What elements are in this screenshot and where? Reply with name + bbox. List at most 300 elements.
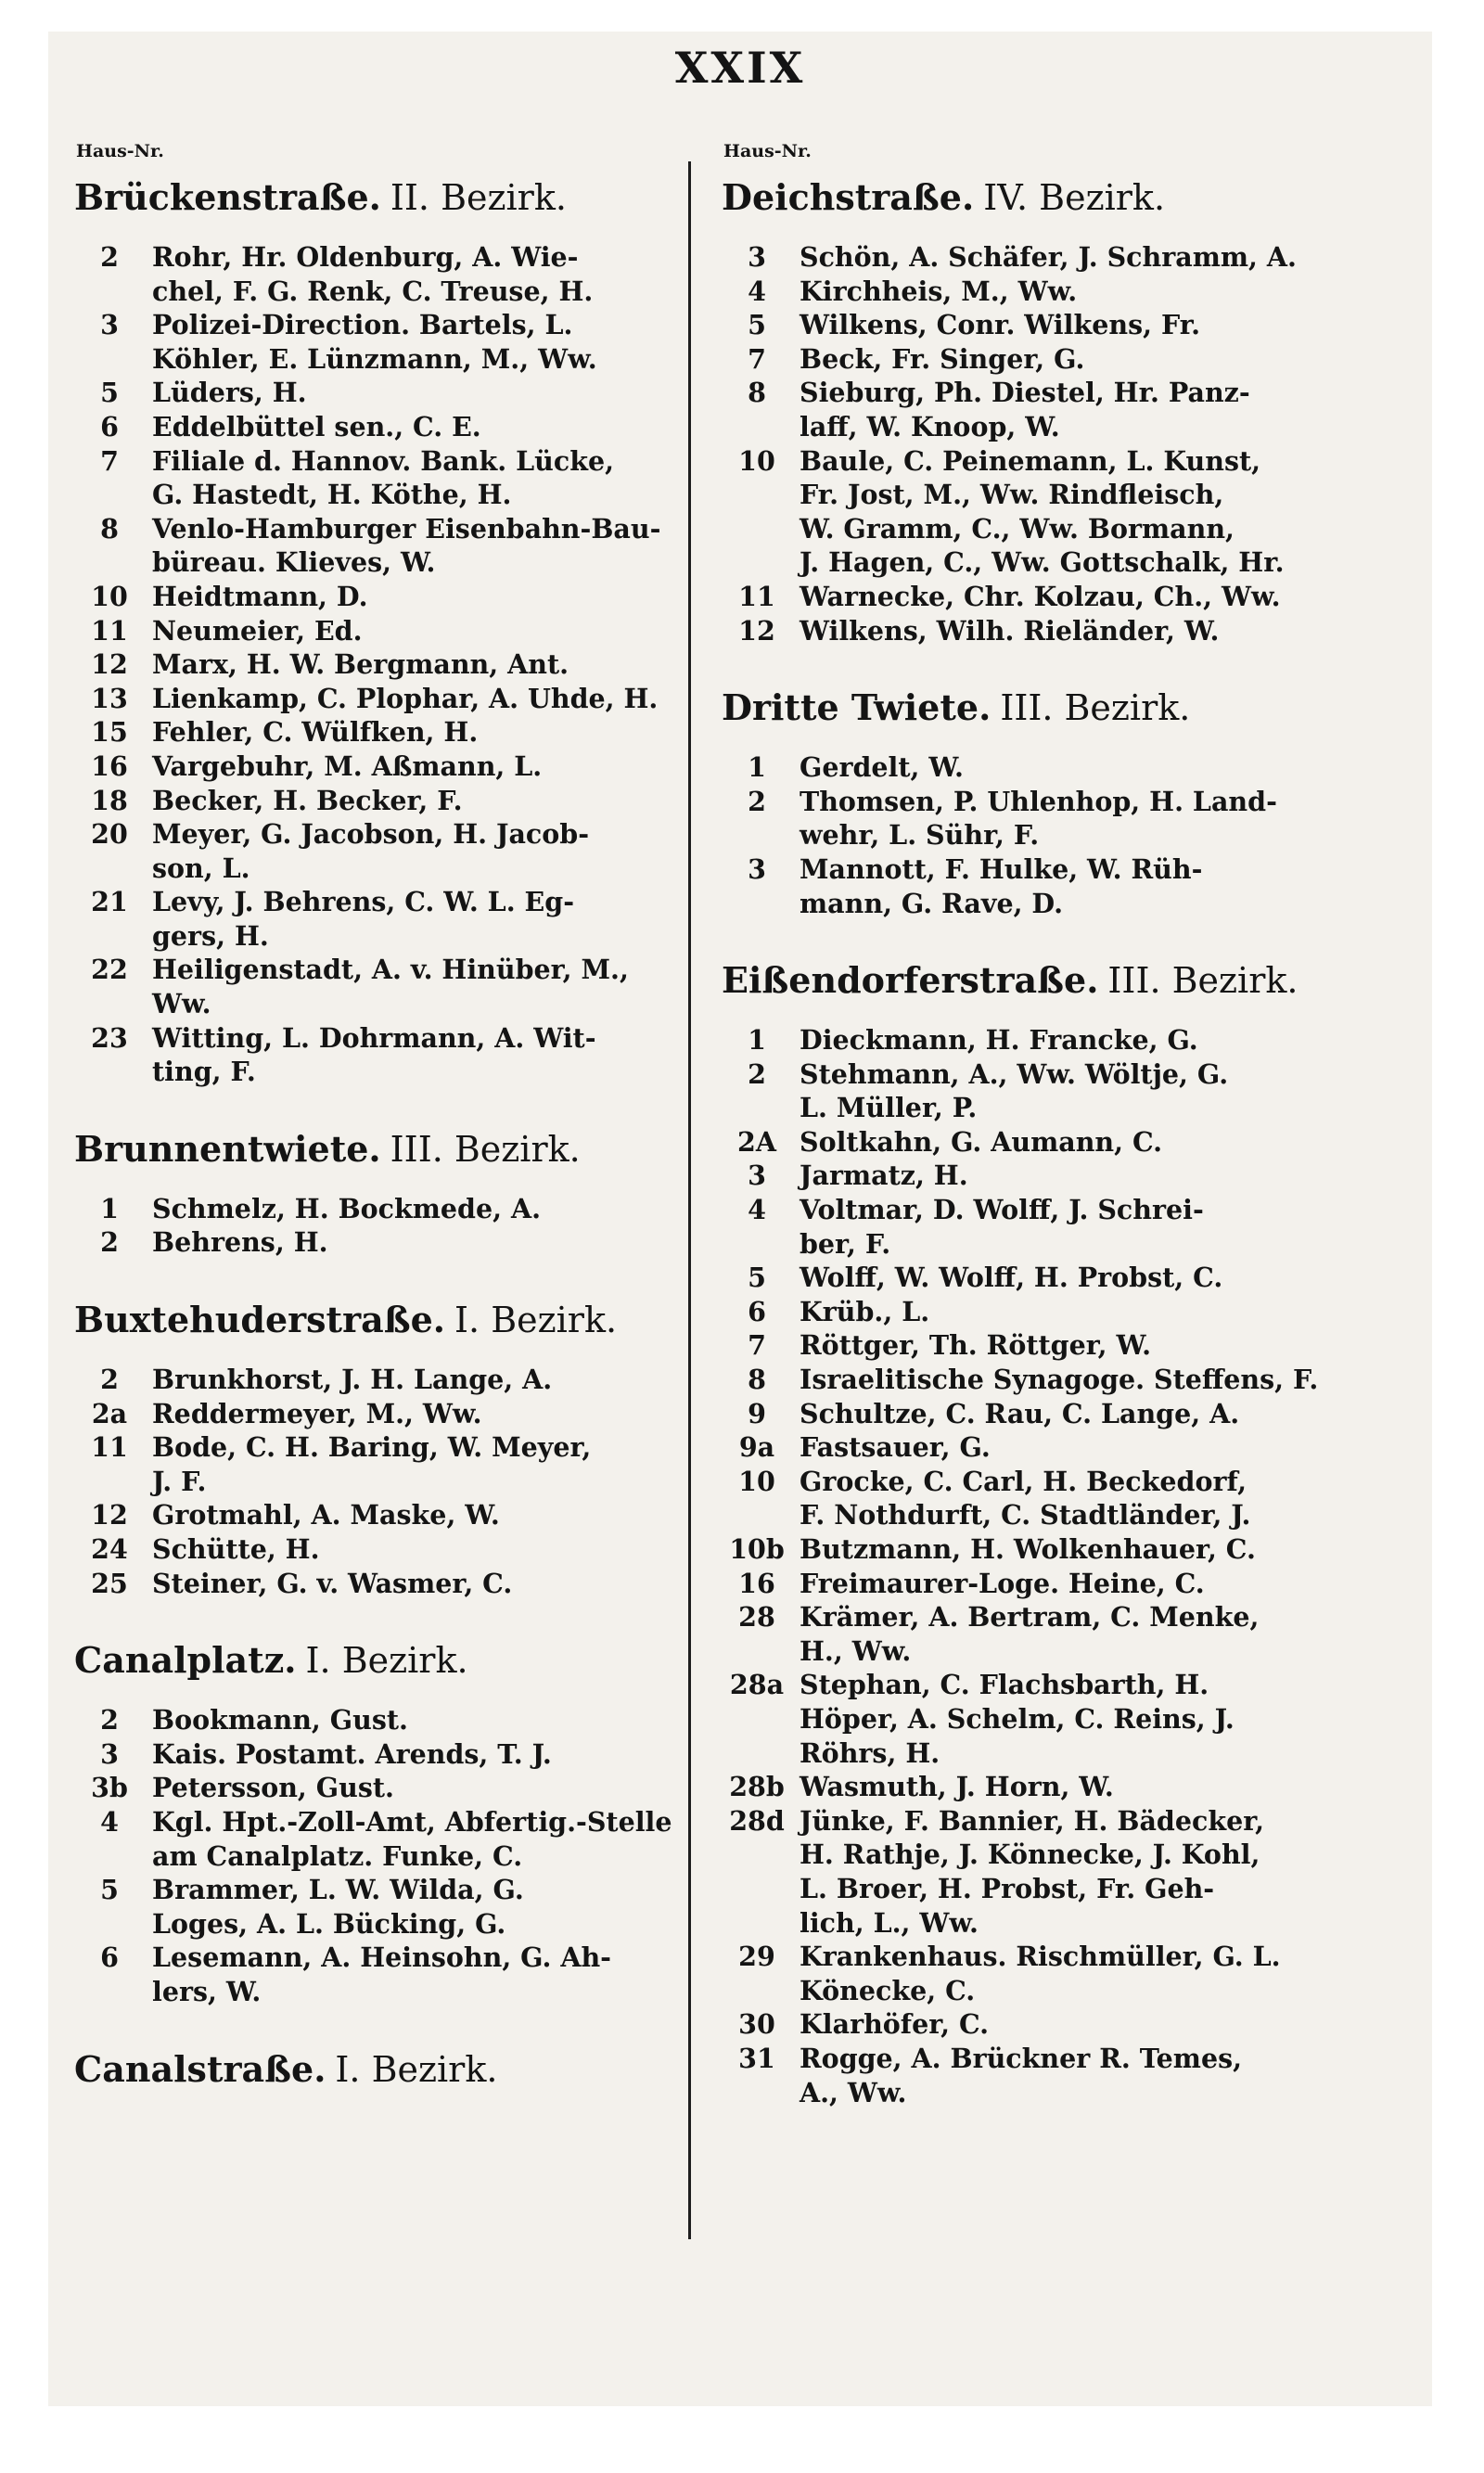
house-number [714, 1227, 800, 1262]
resident-text: Warnecke, Chr. Kolzau, Ch., Ww. [800, 580, 1281, 612]
resident-text: Freimaurer-Loge. Heine, C. [800, 1567, 1205, 1599]
resident-text: Lesemann, A. Heinsohn, G. Ah- [152, 1941, 611, 1974]
directory-entry-line [714, 1668, 1326, 1702]
house-number: 16 [738, 1567, 775, 1599]
house-number-label: Haus-Nr. [723, 141, 812, 161]
house-number: 2A [737, 1125, 776, 1158]
directory-entry-line [714, 1465, 1326, 1499]
house-number [67, 545, 152, 580]
directory-entry-line [67, 1465, 679, 1499]
house-number: 7 [748, 1329, 766, 1362]
house-number: 1 [748, 751, 766, 784]
street-heading [722, 959, 1326, 1001]
resident-text: Jünke, F. Bannier, H. Bädecker, [800, 1804, 1265, 1837]
house-number: 6 [100, 410, 119, 442]
directory-entry-line [67, 1975, 679, 2009]
street-name: Brunnentwiete. [74, 1127, 381, 1170]
directory-entry-line [714, 1872, 1326, 1906]
directory-entry-line [67, 1703, 679, 1737]
directory-entry-line [714, 1940, 1326, 1974]
house-number [714, 1702, 800, 1736]
entry-list [714, 240, 1326, 647]
directory-entry-line [67, 1225, 679, 1260]
directory-entry-line [714, 1023, 1326, 1057]
house-number: 11 [91, 614, 128, 647]
directory-entry-line [67, 545, 679, 580]
resident-text: Röttger, Th. Röttger, W. [800, 1329, 1152, 1362]
house-number [714, 512, 800, 546]
directory-entry-line [714, 1906, 1326, 1941]
house-number [714, 887, 800, 921]
directory-entry-line [67, 1737, 679, 1772]
house-number [67, 1055, 152, 1089]
directory-entry-line [714, 1363, 1326, 1397]
resident-text: J. Hagen, C., Ww. Gottschalk, Hr. [800, 546, 1285, 579]
resident-text: Heiligenstadt, A. v. Hinüber, M., [152, 954, 629, 986]
directory-entry-line [67, 512, 679, 546]
resident-text: H. Rathje, J. Könnecke, J. Kohl, [800, 1839, 1260, 1871]
entry-list [714, 750, 1326, 920]
district-label: I. Bezirk. [305, 1640, 468, 1682]
house-number: 22 [91, 954, 128, 986]
directory-entry-line [67, 240, 679, 275]
house-number: 12 [738, 614, 775, 647]
house-number: 9a [738, 1431, 775, 1464]
house-number: 2 [748, 785, 766, 817]
house-number [714, 1838, 800, 1872]
house-number: 29 [738, 1941, 775, 1973]
resident-text: Sieburg, Ph. Diestel, Hr. Panz- [800, 377, 1250, 409]
resident-text: Fr. Jost, M., Ww. Rindfleisch, [800, 479, 1224, 511]
directory-entry-line [67, 1771, 679, 1805]
resident-text: Levy, J. Behrens, C. W. L. Eg- [152, 886, 575, 918]
directory-entry-line [714, 1974, 1326, 2008]
house-number [67, 1465, 152, 1499]
resident-text: Petersson, Gust. [152, 1772, 394, 1804]
resident-text: ting, F. [152, 1056, 256, 1088]
directory-entry-line [67, 275, 679, 309]
resident-text: Fehler, C. Wülfken, H. [152, 716, 479, 749]
directory-entry-line [714, 1702, 1326, 1736]
resident-text: Beck, Fr. Singer, G. [800, 342, 1085, 375]
resident-text: Brammer, L. W. Wilda, G. [152, 1874, 524, 1906]
resident-text: Stehmann, A., Ww. Wöltje, G. [800, 1057, 1229, 1090]
resident-text: Venlo-Hamburger Eisenbahn-Bau- [152, 512, 661, 545]
entry-list [67, 1703, 679, 2008]
directory-entry-line [714, 785, 1326, 819]
house-number: 3b [91, 1772, 128, 1804]
house-number: 11 [738, 580, 775, 612]
directory-entry-line [714, 342, 1326, 377]
directory-entry-line [67, 1021, 679, 1056]
resident-text: Lienkamp, C. Plophar, A. Uhde, H. [152, 682, 659, 714]
house-number: 13 [91, 682, 128, 714]
resident-text: Köhler, E. Lünzmann, M., Ww. [152, 342, 597, 375]
house-number: 25 [91, 1567, 128, 1599]
house-number: 28a [729, 1669, 785, 1701]
resident-text: Marx, H. W. Bergmann, Ant. [152, 648, 569, 681]
house-number [714, 1634, 800, 1669]
resident-text: Bode, C. H. Baring, W. Meyer, [152, 1431, 592, 1464]
house-number: 18 [91, 784, 128, 816]
resident-text: Dieckmann, H. Francke, G. [800, 1024, 1198, 1057]
resident-text: lich, L., Ww. [800, 1906, 979, 1939]
resident-text: Klarhöfer, C. [800, 2008, 990, 2041]
directory-entry-line [67, 784, 679, 818]
house-number: 1 [100, 1192, 119, 1224]
resident-text: Filiale d. Hannov. Bank. Lücke, [152, 444, 614, 477]
directory-entry-line [67, 919, 679, 954]
directory-entry-line [714, 1736, 1326, 1771]
house-number: 31 [738, 2042, 775, 2074]
resident-text: Röhrs, H. [800, 1736, 940, 1769]
directory-entry-line [714, 750, 1326, 785]
resident-text: gers, H. [152, 919, 269, 952]
house-number: 5 [100, 1874, 119, 1906]
directory-entry-line [67, 1498, 679, 1532]
house-number: 2 [100, 1704, 119, 1736]
directory-entry-line [67, 1805, 679, 1839]
house-number: 11 [91, 1431, 128, 1464]
house-number-label: Haus-Nr. [76, 141, 164, 161]
directory-entry-line [714, 1261, 1326, 1295]
house-number: 28b [729, 1771, 785, 1803]
district-label: IV. Bezirk. [983, 177, 1166, 218]
resident-text: Jarmatz, H. [800, 1160, 968, 1192]
house-number: 4 [100, 1805, 119, 1838]
resident-text: Reddermeyer, M., Ww. [152, 1397, 482, 1429]
street-name: Deichstraße. [722, 176, 975, 218]
directory-entry-line [67, 1363, 679, 1397]
resident-text: Bookmann, Gust. [152, 1704, 408, 1736]
street-name: Eißendorferstraße. [722, 959, 1099, 1002]
directory-entry-line [714, 1804, 1326, 1839]
street-heading [722, 686, 1326, 728]
page-number: XXIX [674, 43, 806, 93]
column-divider [688, 161, 691, 2239]
house-number [67, 852, 152, 886]
house-number: 20 [91, 818, 128, 851]
resident-text: am Canalplatz. Funke, C. [152, 1839, 523, 1872]
district-label: III. Bezirk. [1107, 960, 1298, 1002]
house-number: 6 [100, 1941, 119, 1974]
directory-entry-line [714, 1430, 1326, 1465]
street-heading [74, 1299, 679, 1340]
house-number [714, 818, 800, 852]
directory-entry-line [67, 1532, 679, 1567]
resident-text: Heidtmann, D. [152, 580, 368, 612]
house-number: 28 [738, 1601, 775, 1634]
resident-text: A., Ww. [800, 2076, 907, 2108]
house-number [714, 1974, 800, 2008]
directory-entry-line [67, 342, 679, 377]
house-number [67, 1907, 152, 1941]
directory-entry-line [714, 1397, 1326, 1431]
resident-text: Eddelbüttel sen., C. E. [152, 410, 481, 442]
resident-text: Rohr, Hr. Oldenburg, A. Wie- [152, 241, 579, 273]
house-number: 7 [748, 342, 766, 375]
resident-text: Lüders, H. [152, 377, 307, 409]
house-number [67, 987, 152, 1021]
house-number: 21 [91, 886, 128, 918]
resident-text: Gerdelt, W. [800, 751, 964, 784]
resident-text: Ww. [152, 988, 211, 1020]
resident-text: W. Gramm, C., Ww. Bormann, [800, 512, 1235, 545]
directory-entry-line [714, 1838, 1326, 1872]
directory-entry-line [714, 1567, 1326, 1601]
resident-text: Witting, L. Dohrmann, A. Wit- [152, 1021, 596, 1054]
right-column [714, 141, 1326, 2148]
house-number: 4 [748, 1194, 766, 1226]
house-number [67, 1975, 152, 2009]
resident-text: J. F. [152, 1465, 207, 1497]
directory-entry-line [714, 512, 1326, 546]
street-heading [74, 1128, 679, 1170]
resident-text: Schultze, C. Rau, C. Lange, A. [800, 1397, 1240, 1429]
resident-text: Butzmann, H. Wolkenhauer, C. [800, 1533, 1256, 1565]
resident-text: chel, F. G. Renk, C. Treuse, H. [152, 275, 594, 307]
house-number: 7 [100, 444, 119, 477]
resident-text: Thomsen, P. Uhlenhop, H. Land- [800, 785, 1277, 817]
district-label: I. Bezirk. [454, 1300, 618, 1341]
house-number [714, 1091, 800, 1125]
directory-entry-line [67, 885, 679, 919]
house-number [714, 545, 800, 580]
directory-entry-line [714, 1091, 1326, 1125]
resident-text: laff, W. Knoop, W. [800, 410, 1060, 442]
directory-entry-line [67, 682, 679, 716]
resident-text: Loges, A. L. Bücking, G. [152, 1907, 506, 1940]
district-label: II. Bezirk. [390, 177, 567, 218]
resident-text: Könecke, C. [800, 1974, 976, 2006]
directory-entry-line [714, 1227, 1326, 1262]
house-number: 3 [100, 309, 119, 341]
directory-entry-line [714, 1634, 1326, 1669]
resident-text: Rogge, A. Brückner R. Temes, [800, 2042, 1243, 2074]
resident-text: G. Hastedt, H. Köthe, H. [152, 479, 512, 511]
house-number [714, 1906, 800, 1941]
directory-entry-line [67, 1941, 679, 1975]
street-name: Buxtehuderstraße. [74, 1299, 446, 1341]
house-number: 3 [100, 1737, 119, 1770]
resident-text: Krämer, A. Bertram, C. Menke, [800, 1601, 1260, 1634]
street-name: Brückenstraße. [74, 176, 381, 218]
resident-text: Schütte, H. [152, 1533, 320, 1565]
directory-entry-line [714, 545, 1326, 580]
directory-entry-line [67, 444, 679, 479]
house-number [714, 410, 800, 444]
house-number [714, 1872, 800, 1906]
directory-page [48, 32, 1432, 2406]
house-number: 30 [738, 2008, 775, 2041]
directory-entry-line [714, 818, 1326, 852]
house-number: 16 [91, 750, 128, 782]
directory-entry-line [67, 478, 679, 512]
directory-entry-line [714, 1057, 1326, 1092]
directory-entry-line [714, 1770, 1326, 1804]
directory-entry-line [714, 2076, 1326, 2110]
resident-text: Brunkhorst, J. H. Lange, A. [152, 1364, 553, 1396]
directory-entry-line [714, 410, 1326, 444]
resident-text: ber, F. [800, 1227, 891, 1260]
directory-entry-line [67, 1567, 679, 1601]
resident-text: Kgl. Hpt.-Zoll-Amt, Abfertig.-Stelle [152, 1805, 672, 1838]
house-number: 10 [91, 580, 128, 612]
house-number: 8 [748, 377, 766, 409]
house-number: 1 [748, 1024, 766, 1057]
house-number [714, 2076, 800, 2110]
directory-entry-line [714, 580, 1326, 614]
directory-entry-line [714, 887, 1326, 921]
resident-text: Baule, C. Peinemann, L. Kunst, [800, 444, 1261, 477]
directory-entry-line [67, 852, 679, 886]
resident-text: Kirchheis, M., Ww. [800, 275, 1078, 307]
directory-entry-line [67, 953, 679, 987]
house-number: 2 [100, 1364, 119, 1396]
house-number: 3 [748, 241, 766, 273]
resident-text: Schmelz, H. Bockmede, A. [152, 1192, 541, 1224]
district-label: III. Bezirk. [1000, 687, 1191, 729]
resident-text: Vargebuhr, M. Aßmann, L. [152, 750, 543, 782]
house-number: 5 [100, 377, 119, 409]
resident-text: Wolff, W. Wolff, H. Probst, C. [800, 1262, 1223, 1294]
house-number [67, 1839, 152, 1874]
street-heading [722, 176, 1326, 218]
directory-entry-line [714, 478, 1326, 512]
district-label: I. Bezirk. [335, 2048, 498, 2090]
street-name: Dritte Twiete. [722, 686, 991, 729]
directory-entry-line [67, 308, 679, 342]
entry-list [67, 1192, 679, 1260]
house-number: 23 [91, 1021, 128, 1054]
resident-text: Meyer, G. Jacobson, H. Jacob- [152, 818, 590, 851]
resident-text: L. Broer, H. Probst, Fr. Geh- [800, 1872, 1215, 1904]
directory-entry-line [67, 1907, 679, 1941]
resident-text: Stephan, C. Flachsbarth, H. [800, 1669, 1209, 1701]
entry-list [67, 1363, 679, 1600]
directory-entry-line [714, 1328, 1326, 1363]
resident-text: Steiner, G. v. Wasmer, C. [152, 1567, 513, 1599]
resident-text: büreau. Klieves, W. [152, 546, 436, 579]
directory-entry-line [714, 1125, 1326, 1160]
resident-text: Neumeier, Ed. [152, 614, 363, 647]
resident-text: Wilkens, Conr. Wilkens, Fr. [800, 309, 1201, 341]
house-number: 5 [748, 1262, 766, 1294]
house-number [67, 919, 152, 954]
house-number: 5 [748, 309, 766, 341]
resident-text: Voltmar, D. Wolff, J. Schrei- [800, 1194, 1204, 1226]
directory-entry-line [714, 1159, 1326, 1193]
directory-entry-line [714, 308, 1326, 342]
house-number: 6 [748, 1295, 766, 1327]
street-name: Canalplatz. [74, 1639, 297, 1682]
directory-entry-line [714, 275, 1326, 309]
resident-text: H., Ww. [800, 1634, 912, 1667]
entry-list [714, 1023, 1326, 2109]
directory-entry-line [714, 1600, 1326, 1634]
resident-text: Polizei-Direction. Bartels, L. [152, 309, 573, 341]
resident-text: Höper, A. Schelm, C. Reins, J. [800, 1702, 1235, 1735]
house-number: 2a [91, 1397, 128, 1429]
directory-entry-line [67, 376, 679, 410]
directory-entry-line [714, 2007, 1326, 2042]
house-number: 3 [748, 852, 766, 885]
house-number: 8 [748, 1364, 766, 1396]
house-number: 10 [738, 444, 775, 477]
resident-text: wehr, L. Sühr, F. [800, 819, 1040, 852]
district-label: III. Bezirk. [390, 1128, 581, 1170]
house-number [67, 342, 152, 377]
house-number: 12 [91, 1499, 128, 1531]
directory-entry-line [714, 1498, 1326, 1532]
resident-text: mann, G. Rave, D. [800, 887, 1064, 919]
directory-entry-line [714, 2042, 1326, 2076]
resident-text: Wasmuth, J. Horn, W. [800, 1771, 1114, 1803]
house-number: 12 [91, 648, 128, 681]
resident-text: Fastsauer, G. [800, 1431, 991, 1464]
directory-entry-line [67, 1192, 679, 1226]
resident-text: Kais. Postamt. Arends, T. J. [152, 1737, 552, 1770]
resident-text: Grocke, C. Carl, H. Beckedorf, [800, 1465, 1247, 1497]
directory-entry-line [714, 376, 1326, 410]
directory-entry-line [67, 715, 679, 750]
directory-entry-line [714, 444, 1326, 479]
house-number: 8 [100, 512, 119, 545]
directory-entry-line [714, 1193, 1326, 1227]
house-number: 15 [91, 716, 128, 749]
left-column [67, 141, 679, 2129]
street-heading [74, 2048, 679, 2090]
directory-entry-line [67, 1055, 679, 1089]
directory-entry-line [67, 614, 679, 648]
house-number: 28d [729, 1804, 785, 1837]
directory-entry-line [714, 240, 1326, 275]
resident-text: lers, W. [152, 1975, 262, 2007]
resident-text: Soltkahn, G. Aumann, C. [800, 1125, 1163, 1158]
directory-entry-line [67, 580, 679, 614]
directory-entry-line [714, 1295, 1326, 1329]
house-number: 9 [748, 1397, 766, 1429]
resident-text: Schön, A. Schäfer, J. Schramm, A. [800, 241, 1297, 273]
street-heading [74, 1639, 679, 1681]
house-number [714, 1498, 800, 1532]
directory-entry-line [714, 614, 1326, 648]
house-number: 2 [100, 1226, 119, 1259]
resident-text: Grotmahl, A. Maske, W. [152, 1499, 500, 1531]
directory-entry-line [67, 647, 679, 682]
house-number: 10b [729, 1533, 785, 1565]
directory-entry-line [714, 852, 1326, 887]
house-number [67, 478, 152, 512]
house-number: 2 [100, 241, 119, 273]
resident-text: Krankenhaus. Rischmüller, G. L. [800, 1941, 1281, 1973]
resident-text: Becker, H. Becker, F. [152, 784, 463, 816]
directory-entry-line [67, 1397, 679, 1431]
directory-entry-line [67, 1873, 679, 1907]
directory-entry-line [67, 750, 679, 784]
house-number [714, 478, 800, 512]
house-number: 3 [748, 1160, 766, 1192]
entry-list [67, 240, 679, 1089]
house-number: 24 [91, 1533, 128, 1565]
house-number: 4 [748, 275, 766, 307]
resident-text: Krüb., L. [800, 1295, 930, 1327]
resident-text: L. Müller, P. [800, 1092, 978, 1124]
street-heading [74, 176, 679, 218]
resident-text: F. Nothdurft, C. Stadtländer, J. [800, 1499, 1251, 1531]
resident-text: son, L. [152, 852, 250, 884]
directory-entry-line [67, 410, 679, 444]
